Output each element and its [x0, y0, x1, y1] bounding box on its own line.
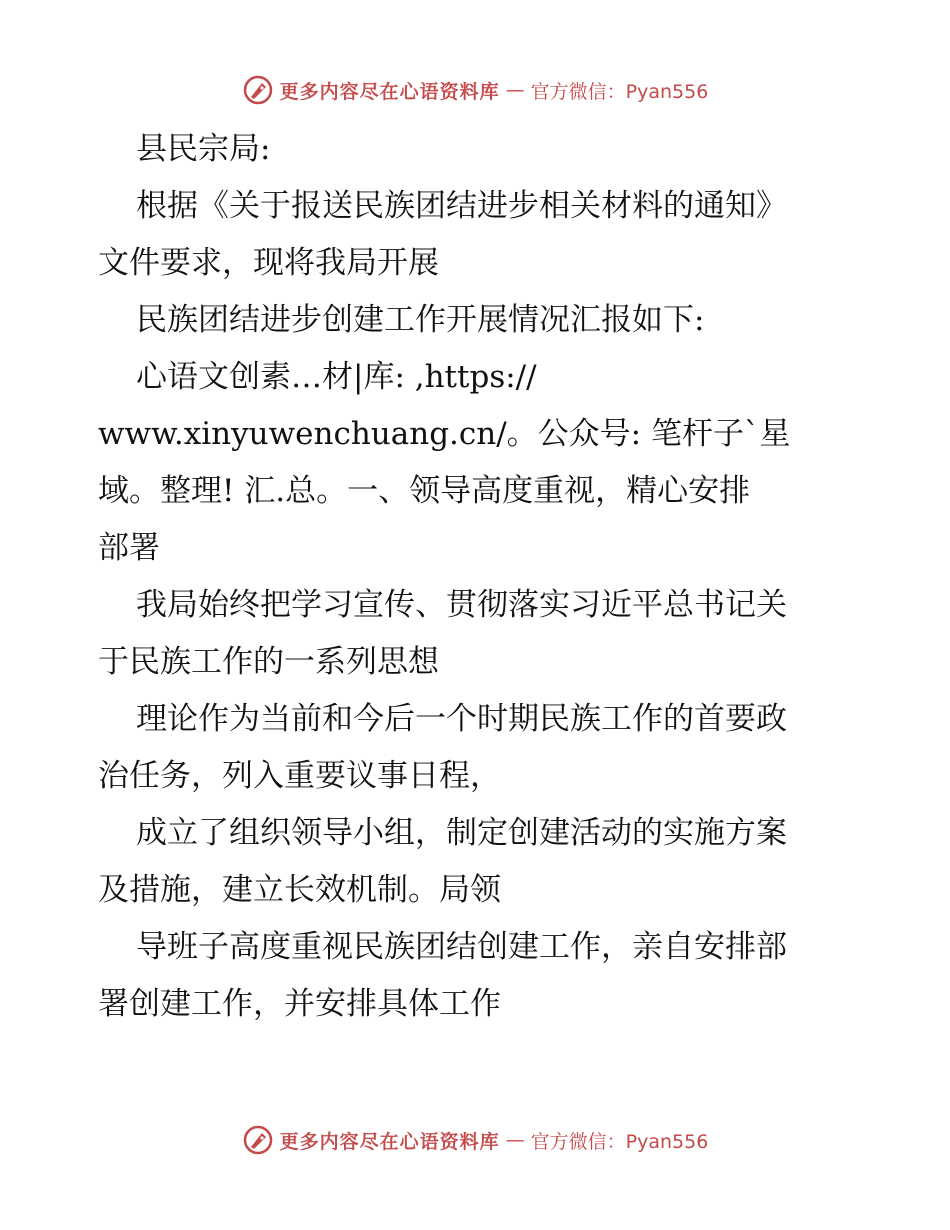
document-line: 理论作为当前和今后一个时期民族工作的首要政 [136, 701, 787, 737]
banner-contact: 官方微信：Pyan556 [530, 80, 709, 103]
banner-dash: — [505, 1129, 525, 1151]
document-line: 民族团结进步创建工作开展情况汇报如下: [136, 302, 705, 338]
banner-dash: — [505, 79, 525, 101]
document-line: 根据《关于报送民族团结进步相关材料的通知》 [136, 188, 787, 224]
document-line: 及措施，建立长效机制。局领 [98, 872, 501, 908]
banner-text: 更多内容尽在心语资料库 [279, 1130, 500, 1153]
document-line: 县民宗局: [136, 131, 271, 167]
document-line: www.xinyuwenchuang.cn/。公众号: 笔杆子`星 [98, 416, 791, 452]
document-line: 治任务，列入重要议事日程， [98, 758, 501, 794]
document-line: 署创建工作，并安排具体工作 [98, 986, 501, 1022]
pen-nib-logo-icon [242, 1124, 274, 1156]
pen-nib-logo-icon [242, 74, 274, 106]
document-line: 导班子高度重视民族团结创建工作，亲自安排部 [136, 929, 787, 965]
document-line: 心语文创素…材|库: ,https:// [136, 359, 537, 395]
document-line: 文件要求，现将我局开展 [98, 245, 439, 281]
document-body [98, 124, 858, 1036]
banner-text: 更多内容尽在心语资料库 [279, 80, 500, 103]
document-line: 域。整理! 汇.总。一、领导高度重视，精心安排 [98, 473, 751, 509]
header-banner [0, 70, 950, 110]
banner-contact: 官方微信：Pyan556 [530, 1130, 709, 1153]
document-line: 于民族工作的一系列思想 [98, 644, 439, 680]
document-line: 成立了组织领导小组，制定创建活动的实施方案 [136, 815, 787, 851]
document-line: 部署 [98, 530, 160, 566]
footer-banner [0, 1120, 950, 1160]
document-line: 我局始终把学习宣传、贯彻落实习近平总书记关 [136, 587, 787, 623]
